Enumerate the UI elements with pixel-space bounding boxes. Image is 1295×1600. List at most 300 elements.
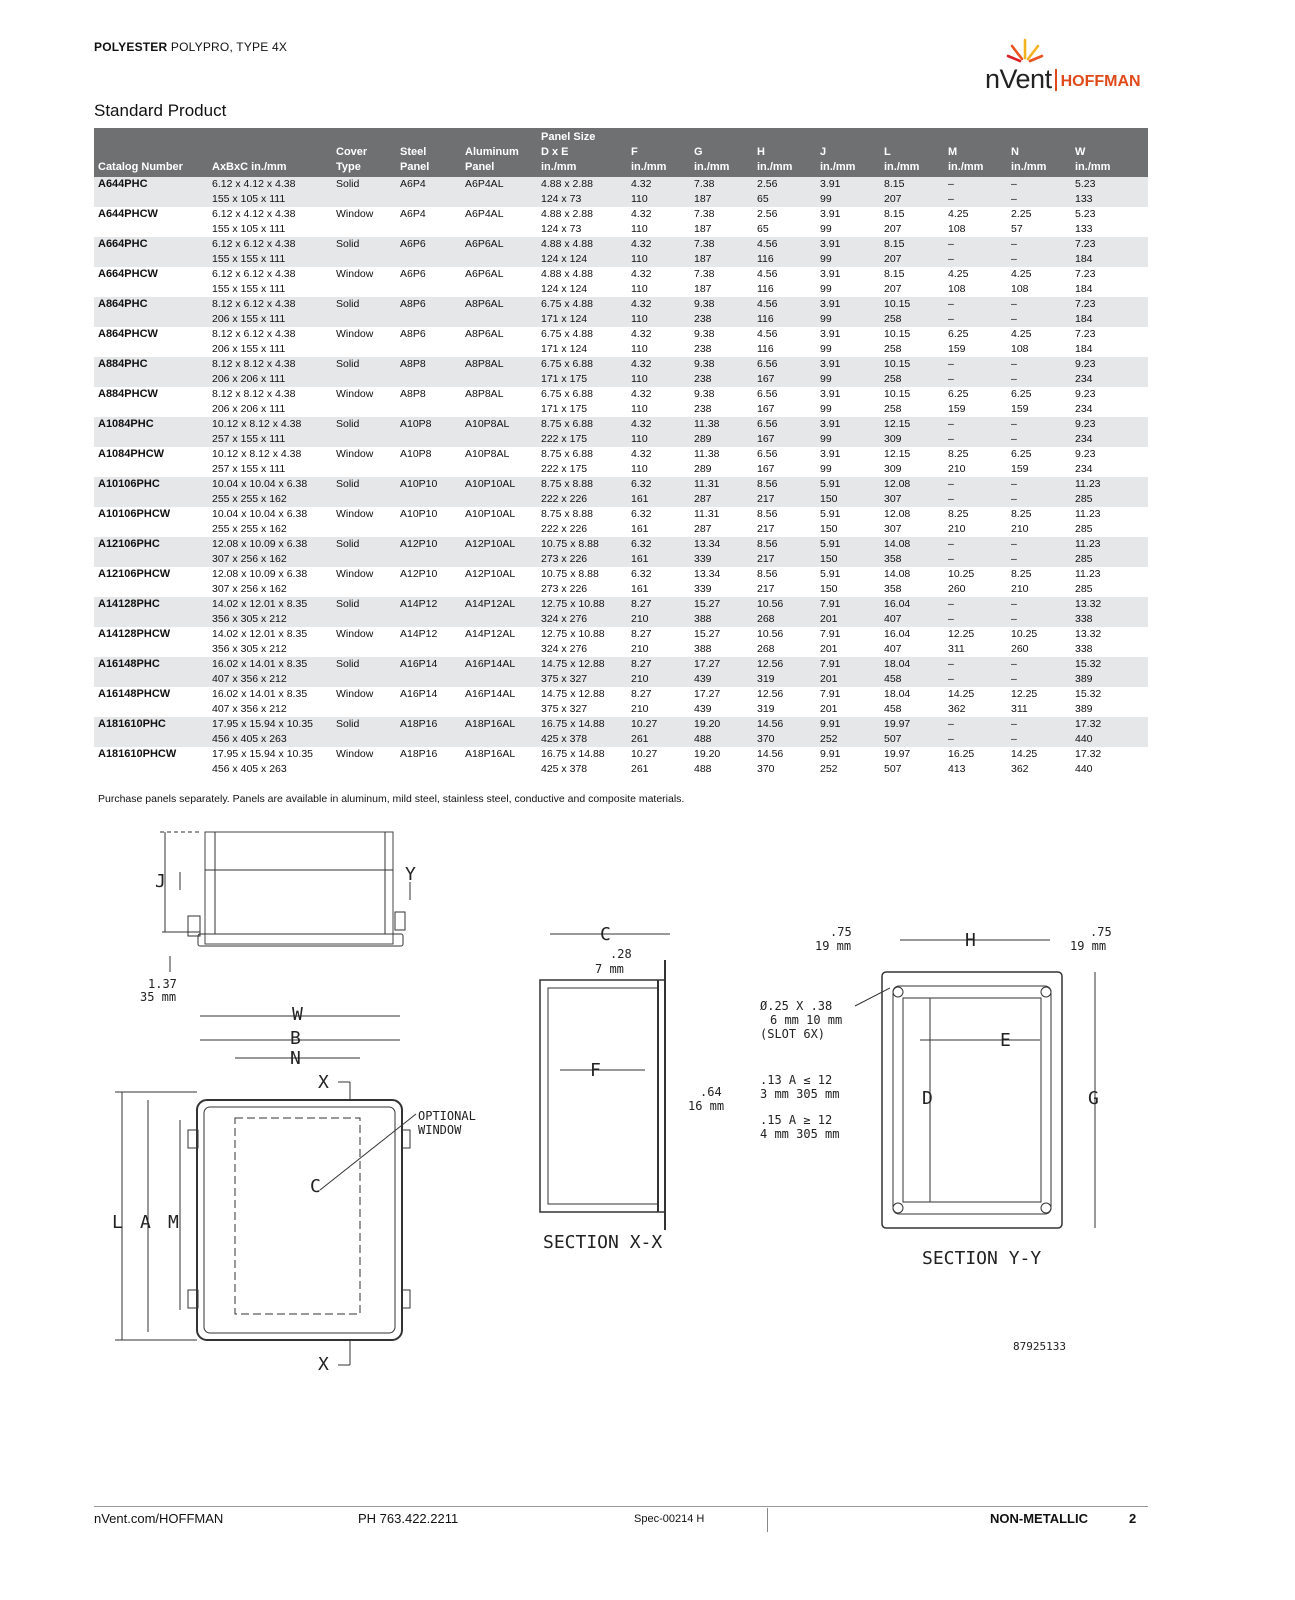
cell-line: 8.75 x 8.88 (541, 508, 593, 520)
cell-line: 7.23 (1075, 298, 1096, 310)
cell-line: 217 (757, 553, 775, 565)
cell-line: 6.12 x 6.12 x 4.38 (212, 238, 296, 250)
cell-line: 6.32 (631, 568, 652, 580)
cell-line: A14P12 (400, 598, 438, 610)
column-header-line: in./mm (948, 161, 984, 173)
cell-line: 324 x 276 (541, 643, 588, 655)
table-cell-de (537, 747, 627, 777)
cell-line: 4.32 (631, 238, 652, 250)
cell-line: – (1011, 493, 1017, 505)
cell-line: A8P6AL (465, 298, 504, 310)
cell-line: 4.32 (631, 388, 652, 400)
cell-line: A12106PHCW (98, 568, 171, 580)
cell-line: 7.38 (694, 238, 715, 250)
cell-line: 8.25 (1011, 568, 1032, 580)
cell-line: 14.75 x 12.88 (541, 658, 605, 670)
column-header-line: in./mm (820, 161, 856, 173)
dim-75-left: .75 (830, 925, 852, 939)
cell-line: 124 x 73 (541, 223, 582, 235)
table-cell-m (944, 717, 1007, 747)
table-cell-alum (461, 537, 537, 567)
cell-line: 6.75 x 6.88 (541, 388, 593, 400)
dim-w-label: W (292, 1004, 303, 1025)
cell-line: 407 x 356 x 212 (212, 673, 287, 685)
dim-j-label: J (155, 871, 166, 892)
table-cell-j (816, 717, 880, 747)
cell-line: Window (336, 568, 374, 580)
cell-line: 6.32 (631, 478, 652, 490)
table-cell-axbxc (208, 507, 332, 537)
cell-line: 206 x 206 x 111 (212, 373, 286, 385)
table-cell-cat (94, 747, 208, 777)
cell-line: 10.04 x 10.04 x 6.38 (212, 508, 308, 520)
cell-line: Window (336, 628, 374, 640)
table-cell-axbxc (208, 567, 332, 597)
table-cell-g (690, 687, 753, 717)
wall-note-1b: 3 mm 305 mm (760, 1087, 840, 1101)
table-cell-n (1007, 177, 1071, 207)
cell-line: 8.75 x 8.88 (541, 478, 593, 490)
table-cell-g (690, 657, 753, 687)
cell-line: 206 x 155 x 111 (212, 343, 286, 355)
table-cell-g (690, 747, 753, 777)
cell-line: 4.32 (631, 208, 652, 220)
cell-line: 7.91 (820, 688, 841, 700)
table-cell-w (1071, 747, 1148, 777)
logo-rays-icon (1005, 36, 1045, 66)
table-cell-de (537, 597, 627, 627)
table-cell-h (753, 237, 816, 267)
cell-line: 388 (694, 613, 712, 625)
cell-line: 338 (1075, 613, 1093, 625)
cell-line: 150 (820, 553, 838, 565)
table-cell-g (690, 177, 753, 207)
table-cell-cat (94, 687, 208, 717)
cell-line: Solid (336, 238, 360, 250)
cell-line: 10.56 (757, 598, 784, 610)
cell-line: A10P10 (400, 478, 438, 490)
cell-line: 110 (631, 193, 648, 205)
slot-spec-2: 6 mm 10 mm (770, 1013, 843, 1027)
table-cell-f (627, 267, 690, 297)
table-cell-steel (396, 327, 461, 357)
cell-line: 201 (820, 703, 838, 715)
cell-line: 12.56 (757, 688, 784, 700)
table-cell-alum (461, 507, 537, 537)
cell-line: 439 (694, 703, 712, 715)
cell-line: 9.23 (1075, 448, 1096, 460)
cell-line: 110 (631, 373, 648, 385)
cell-line: 116 (757, 313, 774, 325)
cell-line: A10P10AL (465, 478, 516, 490)
cell-line: 7.91 (820, 628, 841, 640)
table-cell-j (816, 267, 880, 297)
cell-line: 12.08 (884, 478, 911, 490)
table-cell-f (627, 237, 690, 267)
slot-spec-3: (SLOT 6X) (760, 1027, 826, 1041)
cell-line: 439 (694, 673, 712, 685)
cell-line: 8.56 (757, 538, 778, 550)
table-cell-cover (332, 717, 396, 747)
cell-line: Window (336, 268, 374, 280)
cell-line: 507 (884, 733, 902, 745)
cell-line: 6.56 (757, 448, 778, 460)
cell-line: – (1011, 313, 1017, 325)
table-cell-steel (396, 717, 461, 747)
table-cell-g (690, 627, 753, 657)
cell-line: 8.75 x 6.88 (541, 448, 593, 460)
cell-line: 362 (948, 703, 966, 715)
table-cell-cover (332, 177, 396, 207)
cell-line: A884PHC (98, 358, 148, 370)
cell-line: – (948, 478, 954, 490)
table-cell-axbxc (208, 417, 332, 447)
cell-line: A10106PHC (98, 478, 160, 490)
dim-28: .28 (610, 947, 632, 961)
table-cell-axbxc (208, 537, 332, 567)
cell-line: 4.56 (757, 268, 778, 280)
cell-line: 375 x 327 (541, 673, 588, 685)
cell-line: 440 (1075, 763, 1093, 775)
cell-line: 110 (631, 313, 648, 325)
cell-line: 238 (694, 373, 712, 385)
cell-line: 99 (820, 253, 832, 265)
table-cell-f (627, 537, 690, 567)
table-cell-steel (396, 357, 461, 387)
table-cell-n (1007, 207, 1071, 237)
table-cell-l (880, 537, 944, 567)
cell-line: 110 (631, 403, 648, 415)
column-header-line: H (757, 146, 765, 158)
table-cell-h (753, 717, 816, 747)
table-cell-j (816, 597, 880, 627)
table-cell-l (880, 657, 944, 687)
cell-line: 15.27 (694, 598, 721, 610)
cell-line: 389 (1075, 703, 1093, 715)
cell-line: A16P14AL (465, 658, 516, 670)
cell-line: 358 (884, 583, 902, 595)
cell-line: – (948, 538, 954, 550)
cell-line: 4.32 (631, 268, 652, 280)
cell-line: 65 (757, 193, 769, 205)
cell-line: Solid (336, 538, 360, 550)
cell-line: 234 (1075, 373, 1093, 385)
table-cell-g (690, 507, 753, 537)
table-cell-cover (332, 447, 396, 477)
cell-line: A1084PHC (98, 418, 154, 430)
cell-line: 167 (757, 433, 775, 445)
table-cell-g (690, 447, 753, 477)
cell-line: 255 x 255 x 162 (212, 523, 287, 535)
table-cell-cat (94, 417, 208, 447)
cell-line: 6.32 (631, 508, 652, 520)
table-cell-g (690, 387, 753, 417)
cell-line: 99 (820, 343, 832, 355)
cell-line: 155 x 105 x 111 (212, 193, 286, 205)
column-header (944, 128, 1007, 177)
table-cell-alum (461, 477, 537, 507)
table-cell-cat (94, 327, 208, 357)
cell-line: 3.91 (820, 238, 841, 250)
table-cell-steel (396, 297, 461, 327)
table-cell-l (880, 297, 944, 327)
table-cell-l (880, 747, 944, 777)
cell-line: A10P10 (400, 508, 438, 520)
cell-line: 161 (631, 583, 649, 595)
cell-line: – (1011, 238, 1017, 250)
table-cell-l (880, 237, 944, 267)
cell-line: A10106PHCW (98, 508, 171, 520)
cell-line: 14.25 (948, 688, 975, 700)
table-cell-n (1007, 297, 1071, 327)
table-cell-n (1007, 567, 1071, 597)
cell-line: 6.56 (757, 388, 778, 400)
cell-line: 319 (757, 703, 775, 715)
table-cell-cat (94, 207, 208, 237)
cell-line: 14.02 x 12.01 x 8.35 (212, 628, 308, 640)
table-cell-w (1071, 567, 1148, 597)
table-cell-steel (396, 657, 461, 687)
table-cell-axbxc (208, 477, 332, 507)
table-cell-alum (461, 177, 537, 207)
table-cell-j (816, 387, 880, 417)
cell-line: 338 (1075, 643, 1093, 655)
cell-line: 222 x 175 (541, 463, 588, 475)
cell-line: – (948, 598, 954, 610)
cell-line: 99 (820, 313, 832, 325)
cell-line: 458 (884, 703, 902, 715)
table-cell-w (1071, 297, 1148, 327)
table-cell-l (880, 267, 944, 297)
table-cell-l (880, 597, 944, 627)
cell-line: 187 (694, 223, 712, 235)
cell-line: 110 (631, 463, 648, 475)
table-cell-f (627, 327, 690, 357)
cell-line: 184 (1075, 313, 1093, 325)
cell-line: 222 x 226 (541, 493, 588, 505)
cell-line: 150 (820, 583, 838, 595)
cell-line: 375 x 327 (541, 703, 588, 715)
cell-line: 16.75 x 14.88 (541, 718, 605, 730)
table-row (94, 267, 1148, 297)
table-cell-l (880, 567, 944, 597)
cell-line: – (1011, 433, 1017, 445)
cell-line: A6P4 (400, 178, 426, 190)
cell-line: Solid (336, 178, 360, 190)
cell-line: 289 (694, 433, 712, 445)
table-cell-axbxc (208, 717, 332, 747)
table-cell-de (537, 207, 627, 237)
cell-line: 9.23 (1075, 418, 1096, 430)
column-header (753, 128, 816, 177)
table-cell-m (944, 627, 1007, 657)
cell-line: 184 (1075, 283, 1093, 295)
cell-line: 285 (1075, 523, 1093, 535)
table-cell-m (944, 417, 1007, 447)
column-header-line (757, 130, 816, 145)
cell-line: – (1011, 613, 1017, 625)
cell-line: 210 (631, 673, 649, 685)
cell-line: Window (336, 388, 374, 400)
cell-line: 238 (694, 313, 712, 325)
cell-line: 10.04 x 10.04 x 6.38 (212, 478, 308, 490)
section-yy-view (760, 925, 1112, 1353)
cell-line: 11.31 (694, 478, 720, 490)
table-cell-m (944, 177, 1007, 207)
table-cell-n (1007, 417, 1071, 447)
table-cell-w (1071, 507, 1148, 537)
cell-line: 12.15 (884, 418, 911, 430)
cell-line: 184 (1075, 343, 1093, 355)
table-cell-h (753, 387, 816, 417)
cell-line: A10P10AL (465, 508, 516, 520)
dim-19mm-left: 19 mm (815, 939, 852, 953)
cell-line: 207 (884, 253, 902, 265)
table-cell-axbxc (208, 387, 332, 417)
table-cell-steel (396, 387, 461, 417)
cell-line: 258 (884, 403, 902, 415)
cell-line: – (1011, 253, 1017, 265)
cell-line: 8.12 x 6.12 x 4.38 (212, 298, 296, 310)
table-cell-m (944, 357, 1007, 387)
cell-line: 14.08 (884, 538, 911, 550)
cell-line: 12.25 (1011, 688, 1038, 700)
cell-line: 16.75 x 14.88 (541, 748, 605, 760)
cell-line: – (1011, 538, 1017, 550)
cell-line: A14P12AL (465, 628, 516, 640)
cell-line: 171 x 124 (541, 343, 588, 355)
table-cell-cat (94, 567, 208, 597)
cell-line: – (948, 718, 954, 730)
cell-line: – (948, 313, 954, 325)
cell-line: 4.88 x 2.88 (541, 208, 593, 220)
cell-line: – (948, 658, 954, 670)
cell-line: 4.32 (631, 448, 652, 460)
cell-line: 5.23 (1075, 208, 1096, 220)
cell-line: – (948, 553, 954, 565)
logo-nvent-text: nVent (985, 64, 1052, 94)
table-cell-axbxc (208, 747, 332, 777)
page-category-header (94, 40, 287, 54)
table-cell-de (537, 237, 627, 267)
table-cell-de (537, 567, 627, 597)
table-cell-l (880, 387, 944, 417)
cell-line: 15.27 (694, 628, 721, 640)
cell-line: – (1011, 358, 1017, 370)
table-cell-h (753, 417, 816, 447)
cell-line: A6P6AL (465, 238, 504, 250)
cell-line: 14.75 x 12.88 (541, 688, 605, 700)
table-cell-j (816, 477, 880, 507)
cell-line: 4.25 (948, 208, 969, 220)
cell-line: 6.25 (948, 328, 969, 340)
cell-line: 207 (884, 193, 902, 205)
cell-line: 2.56 (757, 208, 778, 220)
cell-line: – (1011, 478, 1017, 490)
cell-line: 268 (757, 643, 775, 655)
cell-line: 6.12 x 4.12 x 4.38 (212, 178, 296, 190)
column-header (208, 128, 332, 177)
table-cell-alum (461, 597, 537, 627)
cell-line: – (1011, 418, 1017, 430)
cell-line: A18P16 (400, 748, 438, 760)
cell-line: A16P14 (400, 658, 438, 670)
cell-line: 456 x 405 x 263 (212, 763, 287, 775)
table-cell-h (753, 207, 816, 237)
cell-line: 6.32 (631, 538, 652, 550)
section-xx-label: SECTION X-X (543, 1232, 663, 1253)
column-header-line (98, 145, 208, 160)
table-cell-de (537, 507, 627, 537)
cell-line: – (1011, 373, 1017, 385)
table-cell-f (627, 567, 690, 597)
cell-line: 3.91 (820, 328, 841, 340)
cell-line: – (948, 238, 954, 250)
column-header-line: in./mm (1011, 161, 1047, 173)
column-header (396, 128, 461, 177)
column-header (332, 128, 396, 177)
cell-line: 324 x 276 (541, 613, 588, 625)
table-cell-j (816, 537, 880, 567)
cell-line: 99 (820, 433, 832, 445)
cell-line: 6.12 x 6.12 x 4.38 (212, 268, 296, 280)
cell-line: 108 (1011, 283, 1029, 295)
column-header-line (465, 130, 537, 145)
cell-line: 9.91 (820, 748, 841, 760)
dim-x-label-top: X (318, 1072, 329, 1093)
cell-line: 12.15 (884, 448, 911, 460)
column-header-line: Panel (465, 161, 495, 173)
cell-line: 4.56 (757, 238, 778, 250)
column-header-line: M (948, 146, 958, 158)
cell-line: A10P8 (400, 418, 432, 430)
footer-spec-number: Spec-00214 H (634, 1513, 705, 1525)
table-cell-f (627, 417, 690, 447)
cell-line: 234 (1075, 403, 1093, 415)
wall-note-1a: .13 A ≤ 12 (760, 1073, 833, 1087)
cell-line: 7.38 (694, 178, 715, 190)
cell-line: 311 (948, 643, 965, 655)
cell-line: Solid (336, 358, 360, 370)
table-cell-axbxc (208, 627, 332, 657)
nvent-hoffman-logo (985, 36, 1145, 96)
table-cell-l (880, 447, 944, 477)
table-cell-j (816, 657, 880, 687)
table-cell-de (537, 177, 627, 207)
table-cell-n (1007, 447, 1071, 477)
table-cell-n (1007, 627, 1071, 657)
table-cell-cat (94, 537, 208, 567)
cell-line: 2.25 (1011, 208, 1032, 220)
cell-line: 13.32 (1075, 628, 1102, 640)
table-cell-alum (461, 297, 537, 327)
cell-line: 210 (631, 643, 649, 655)
column-header-line: L (884, 146, 891, 158)
footer-website-link[interactable]: nVent.com/HOFFMAN (94, 1511, 224, 1526)
table-cell-h (753, 687, 816, 717)
cell-line: 222 x 175 (541, 433, 588, 445)
cell-line: 99 (820, 193, 832, 205)
cell-line: – (1011, 718, 1017, 730)
cell-line: 234 (1075, 463, 1093, 475)
table-cell-h (753, 507, 816, 537)
table-cell-f (627, 387, 690, 417)
cell-line: 3.91 (820, 298, 841, 310)
product-spec-table (94, 128, 1148, 777)
column-header-line: in./mm (757, 161, 793, 173)
table-cell-l (880, 177, 944, 207)
table-cell-cover (332, 207, 396, 237)
